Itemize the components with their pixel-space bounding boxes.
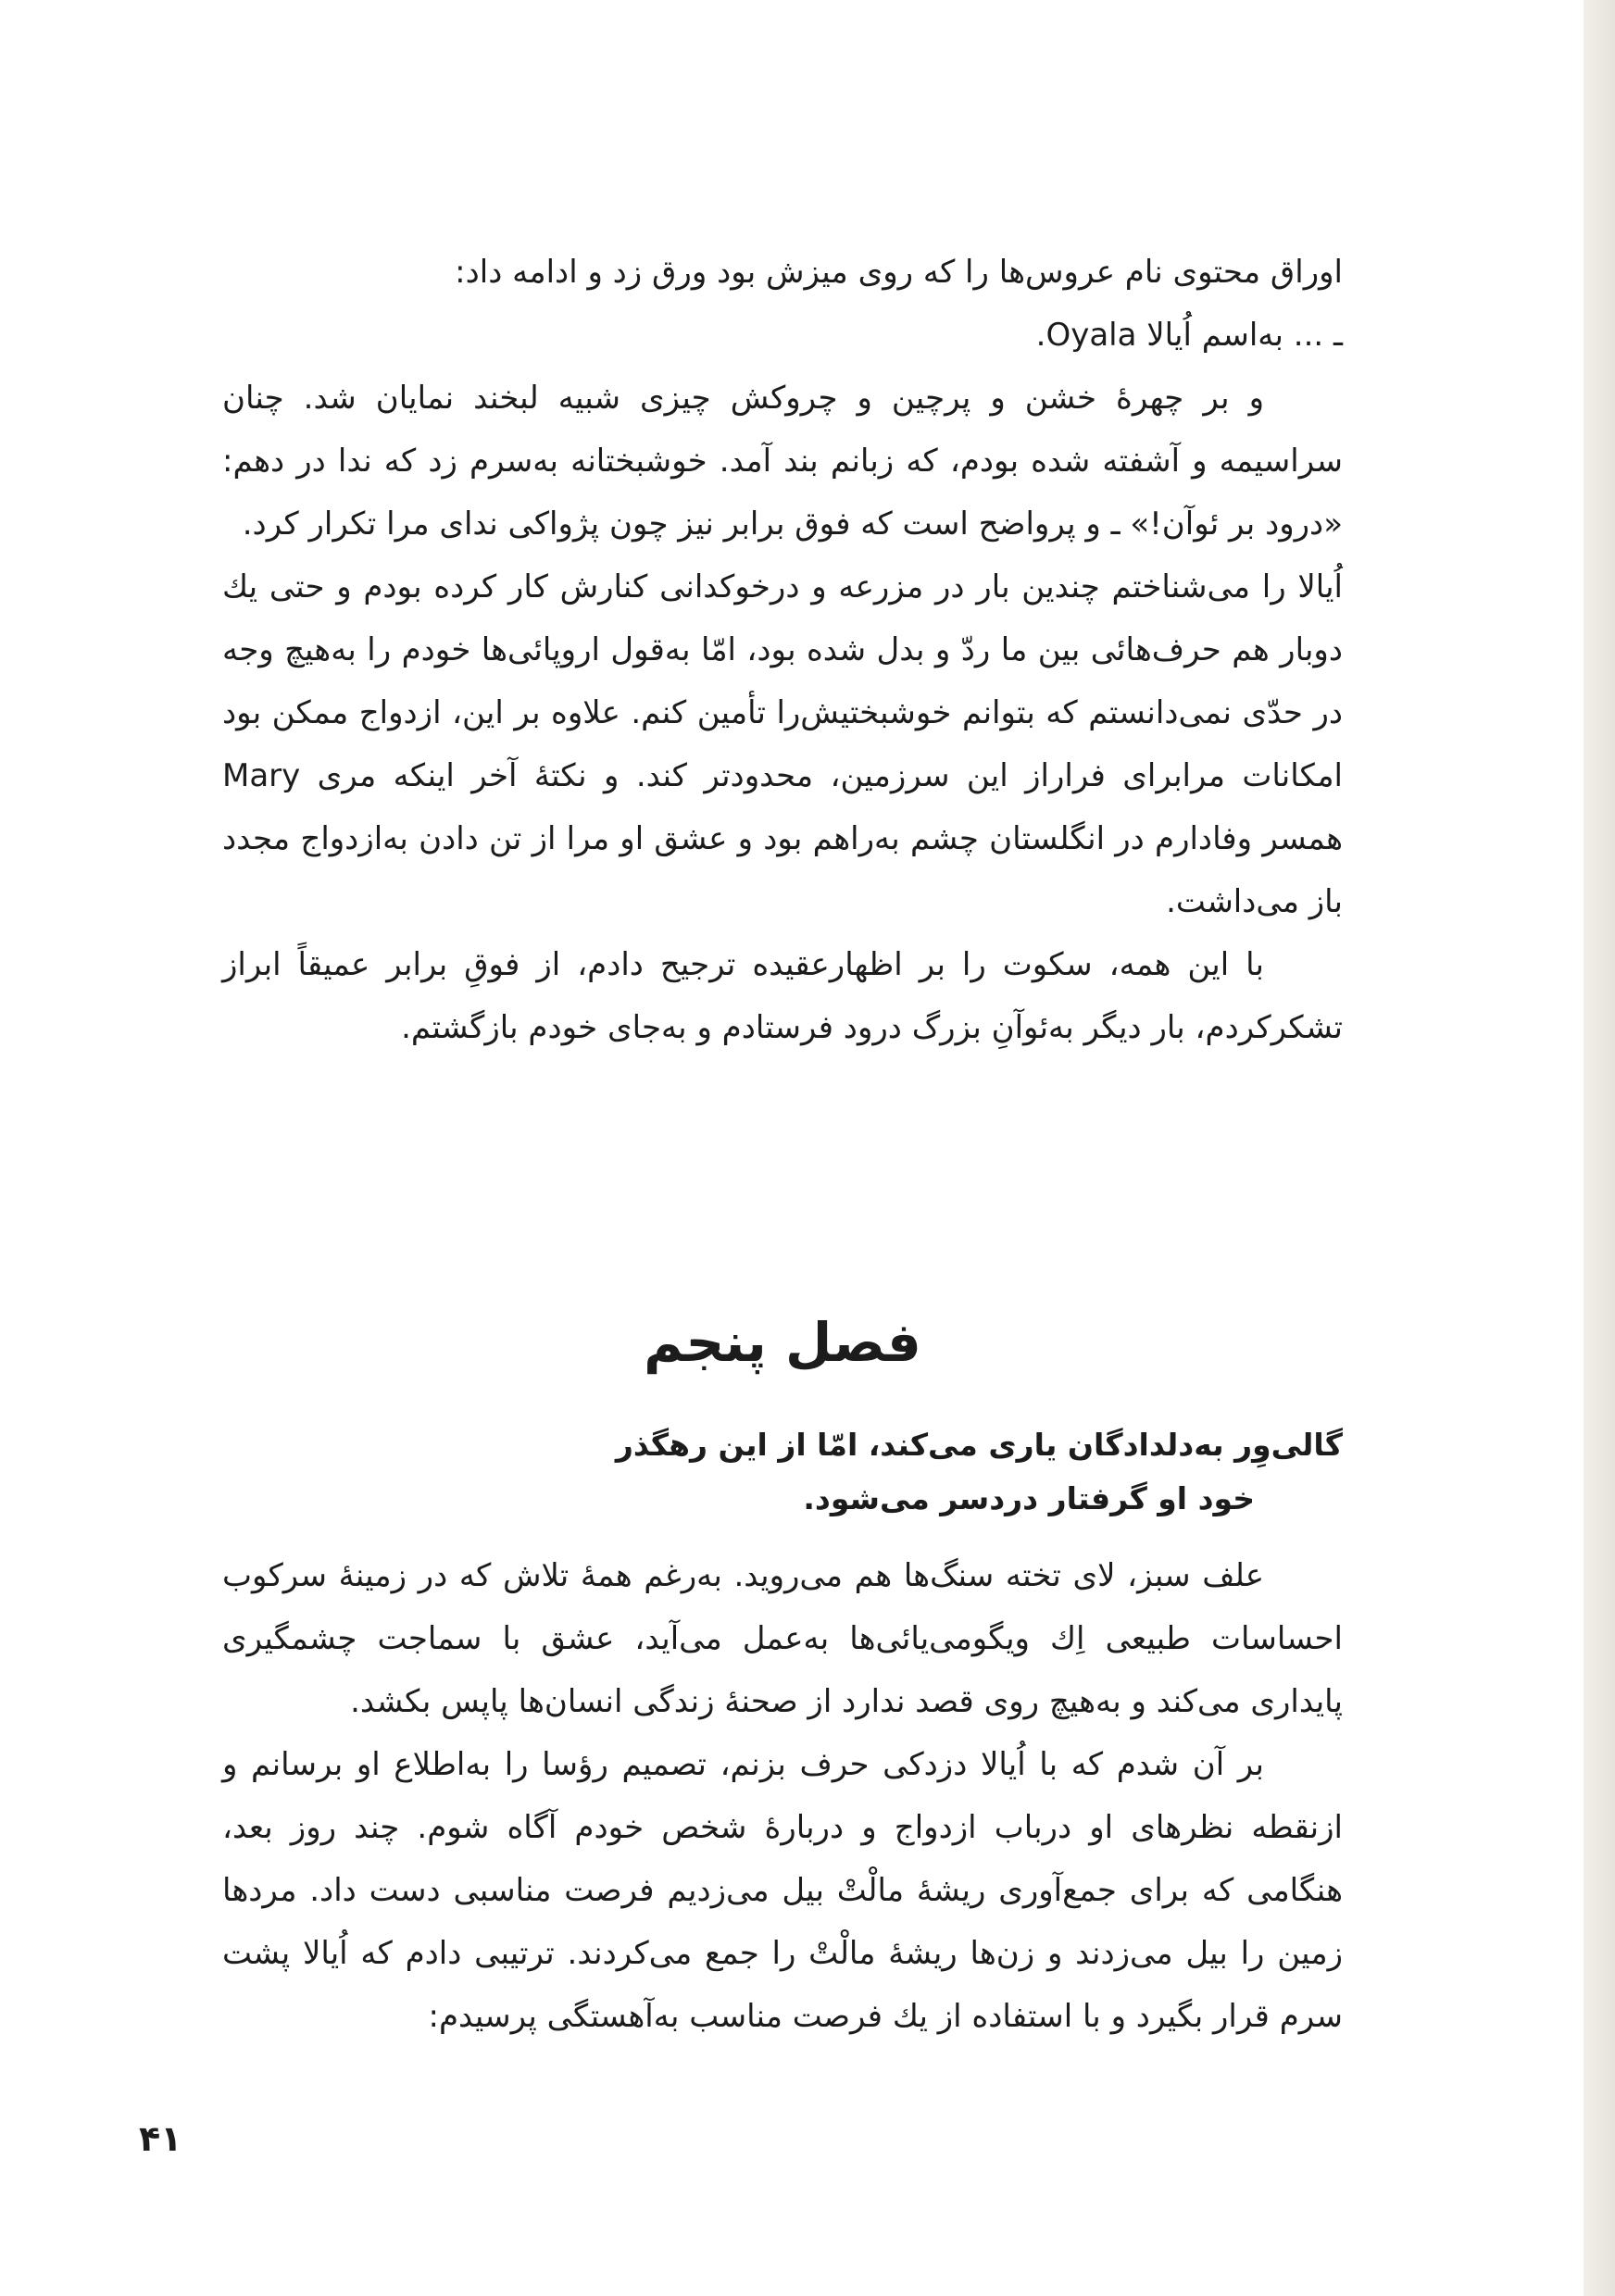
text-block-top: [222, 241, 1343, 1059]
chapter-summary-line: گالی‌وِر به‌دلدادگان یاری می‌کند، امّا از این رهگذر: [615, 1427, 1343, 1463]
paragraph: اُیالا را می‌شناختم چندین بار در مزرعه و درخوکدانی کنارش کار کرده بودم و حتی یك دوبار هم حرف‌هائی بین ما ردّ و بدل شده بود، امّا به‌قول اروپائی‌ها خودم را به‌هیچ وجه در حدّی نمی‌دانستم که بتوانم خوشبختیش‌را تأمین کنم. علاوه بر این، ازدواج ممکن بود امکانات مرابرای فراراز این سرزمین، محدودتر کند. و نکتهٔ آخر اینکه مری Mary همسر وفادارم در انگلستان چشم به‌راهم بود و عشق او مرا از تن دادن به‌ازدواج مجدد باز می‌داشت.: [222, 568, 1343, 920]
paragraph: بر آن شدم که با اُیالا دزدکی حرف بزنم، تصمیم رؤسا را به‌اطلاع او برسانم و ازنقطه نظرهای او درباب ازدواج و دربارهٔ شخص خودم آگاه شوم. چند روز بعد، هنگامی که برای جمع‌آوری ریشهٔ مالْتْ بیل می‌زدیم فرصت مناسبی دست داد. مردها زمین را بیل می‌زدند و زن‌ها ریشهٔ مالْتْ را جمع می‌کردند. ترتیبی دادم که اُیالا پشت سرم قرار بگیرد و با استفاده از یك فرصت مناسب به‌آهستگی پرسیدم:: [222, 1746, 1343, 2035]
chapter-title: فصل پنجم: [644, 1311, 921, 1374]
page-gutter: [1584, 0, 1615, 2296]
page-number: ۴۱: [139, 2118, 182, 2159]
chapter-summary-line: خود او گرفتار دردسر می‌شود.: [803, 1480, 1255, 1516]
chapter-summary: [222, 1418, 1343, 1526]
paragraph: اوراق محتوی نام عروس‌ها را که روی میزش بود ورق زد و ادامه داد:: [455, 254, 1343, 291]
paragraph: علف سبز، لای تخته سنگ‌ها هم می‌روید. به‌رغم همهٔ تلاش که در زمینهٔ سرکوب احساسات طبیعی اِك ویگومی‌یائی‌ها به‌عمل می‌آید، عشق با سماجت چشمگیری پایداری می‌کند و به‌هیچ روی قصد ندارد از صحنهٔ زندگی انسان‌ها پاپس بکشد.: [222, 1557, 1343, 1720]
paragraph: ـ ... به‌اسم اُیالا Oyala.: [1035, 317, 1343, 354]
paragraph: و بر چهرهٔ خشن و پرچین و چروکش چیزی شبیه لبخند نمایان شد. چنان سراسیمه و آشفته شده بودم، که زبانم بند آمد. خوشبختانه به‌سرم زد که ندا در دهم: «درود بر ئوآن!» ـ و پرواضح است که فوق برابر نیز چون پژواکی ندای مرا تکرار کرد.: [222, 380, 1343, 543]
text-block-bottom: [222, 1544, 1343, 2048]
paragraph: با این همه، سکوت را بر اظهارعقیده ترجیح دادم، از فوقِ برابر عمیقاً ابراز تشکرکردم، بار دیگر به‌ئوآنِ بزرگ درود فرستادم و به‌جای خودم بازگشتم.: [222, 946, 1343, 1046]
